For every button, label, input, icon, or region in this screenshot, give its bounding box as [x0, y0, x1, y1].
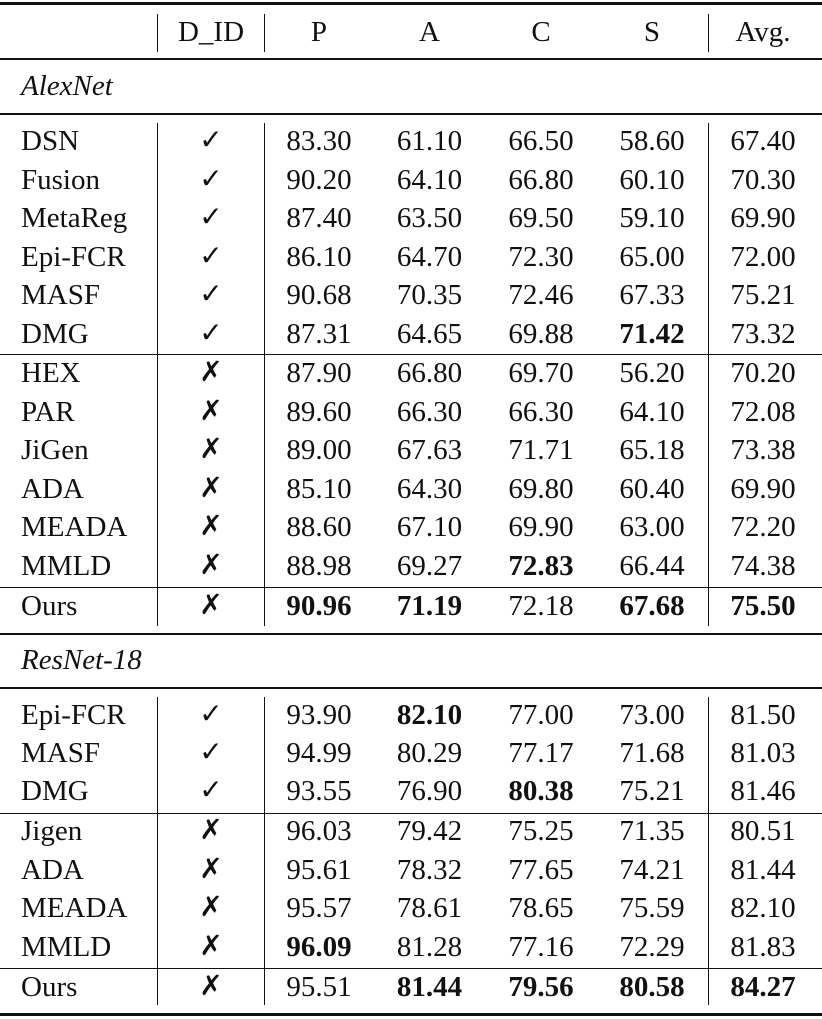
cell-s: 71.42	[619, 318, 685, 350]
cell-s: 58.60	[619, 125, 685, 157]
cell-c: 69.50	[508, 202, 574, 234]
cell-c: 69.88	[508, 318, 574, 350]
header-row	[0, 13, 822, 51]
cell-p: 88.60	[286, 511, 352, 543]
table-row	[0, 587, 822, 625]
header-a: A	[419, 16, 440, 48]
cell-s: 71.68	[619, 737, 685, 769]
method-name: HEX	[21, 357, 81, 389]
table-row	[0, 547, 822, 585]
table-row	[0, 889, 822, 927]
table-row	[0, 122, 822, 160]
group-label-resnet18: ResNet-18	[21, 644, 142, 676]
method-name: MEADA	[21, 511, 128, 543]
cell-p: 95.51	[286, 971, 352, 1003]
cross-icon: ✗	[199, 396, 223, 427]
cell-s: 56.20	[619, 357, 685, 389]
cell-a: 64.65	[396, 318, 463, 350]
group-label-alexnet: AlexNet	[21, 70, 113, 102]
cell-c: 72.83	[508, 550, 574, 582]
cell-avg: 75.21	[730, 279, 796, 311]
cell-p: 83.30	[286, 125, 352, 157]
cell-a: 78.32	[396, 854, 463, 886]
table-row	[0, 812, 822, 850]
method-name: MMLD	[21, 550, 112, 582]
method-name: DMG	[21, 775, 89, 807]
check-icon: ✓	[199, 202, 223, 233]
cell-avg: 70.20	[730, 357, 796, 389]
header-c: C	[531, 16, 551, 48]
cell-c: 72.30	[508, 241, 574, 273]
cell-c: 77.65	[508, 854, 574, 886]
cross-icon: ✗	[199, 854, 223, 885]
cell-s: 65.00	[619, 241, 685, 273]
cell-avg: 84.27	[730, 971, 796, 1003]
header-avg: Avg.	[735, 16, 791, 48]
cell-s: 63.00	[619, 511, 685, 543]
method-name: MASF	[21, 279, 100, 311]
cell-a: 76.90	[396, 775, 463, 807]
resnet-group-rule	[0, 687, 822, 689]
cell-a: 67.63	[396, 434, 463, 466]
cell-avg: 72.00	[730, 241, 796, 273]
header-p: P	[310, 16, 328, 48]
method-name: MEADA	[21, 892, 128, 924]
table-row	[0, 928, 822, 966]
table-row	[0, 696, 822, 734]
table-row	[0, 276, 822, 314]
method-name: Epi-FCR	[21, 241, 126, 273]
cell-a: 81.44	[396, 971, 463, 1003]
cell-a: 61.10	[396, 125, 463, 157]
header-rule	[0, 58, 822, 60]
cell-a: 81.28	[396, 931, 463, 963]
cell-a: 70.35	[396, 279, 463, 311]
bottom-rule	[0, 1013, 822, 1016]
cell-s: 80.58	[619, 971, 685, 1003]
check-icon: ✓	[199, 699, 223, 730]
cell-p: 90.96	[286, 590, 352, 622]
table-row	[0, 199, 822, 237]
cell-a: 80.29	[396, 737, 463, 769]
check-icon: ✓	[199, 318, 223, 349]
cross-icon: ✗	[199, 815, 223, 846]
method-name: MASF	[21, 737, 100, 769]
table-row	[0, 238, 822, 276]
cell-p: 96.09	[286, 931, 352, 963]
cell-c: 80.38	[508, 775, 574, 807]
cell-a: 67.10	[396, 511, 463, 543]
table-row	[0, 851, 822, 889]
cell-p: 85.10	[286, 473, 352, 505]
method-name: Fusion	[21, 164, 100, 196]
cell-p: 95.61	[286, 854, 352, 886]
top-rule	[0, 2, 822, 5]
cell-c: 72.18	[508, 590, 574, 622]
table-row	[0, 968, 822, 1006]
cell-p: 89.00	[286, 434, 352, 466]
cell-s: 65.18	[619, 434, 685, 466]
header-d-id: D_ID	[177, 16, 245, 48]
method-name: PAR	[21, 396, 75, 428]
table-row	[0, 772, 822, 810]
cell-a: 64.70	[396, 241, 463, 273]
cell-s: 73.00	[619, 699, 685, 731]
table-row	[0, 470, 822, 508]
cell-avg: 81.03	[730, 737, 796, 769]
check-icon: ✓	[199, 775, 223, 806]
cell-avg: 70.30	[730, 164, 796, 196]
cell-p: 87.90	[286, 357, 352, 389]
cell-s: 67.33	[619, 279, 685, 311]
method-name: Ours	[21, 590, 78, 622]
cell-p: 93.55	[286, 775, 352, 807]
cross-icon: ✗	[199, 892, 223, 923]
cross-icon: ✗	[199, 971, 223, 1002]
cross-icon: ✗	[199, 434, 223, 465]
cell-avg: 81.83	[730, 931, 796, 963]
method-name: ADA	[21, 473, 84, 505]
cell-avg: 82.10	[730, 892, 796, 924]
cell-p: 89.60	[286, 396, 352, 428]
cell-avg: 75.50	[730, 590, 796, 622]
cell-p: 86.10	[286, 241, 352, 273]
cell-p: 93.90	[286, 699, 352, 731]
cell-s: 59.10	[619, 202, 685, 234]
cell-c: 69.80	[508, 473, 574, 505]
cross-icon: ✗	[199, 590, 223, 621]
cell-a: 79.42	[396, 815, 463, 847]
method-name: MMLD	[21, 931, 112, 963]
cell-p: 87.40	[286, 202, 352, 234]
check-icon: ✓	[199, 125, 223, 156]
cell-avg: 81.46	[730, 775, 796, 807]
cell-p: 94.99	[286, 737, 352, 769]
method-name: DMG	[21, 318, 89, 350]
cell-a: 64.10	[396, 164, 463, 196]
cell-a: 66.30	[396, 396, 463, 428]
cell-s: 72.29	[619, 931, 685, 963]
cross-icon: ✗	[199, 357, 223, 388]
header-s: S	[643, 16, 661, 48]
cross-icon: ✗	[199, 550, 223, 581]
cell-s: 60.40	[619, 473, 685, 505]
method-name: DSN	[21, 125, 80, 157]
cell-avg: 67.40	[730, 125, 796, 157]
cell-a: 78.61	[396, 892, 463, 924]
check-icon: ✓	[199, 737, 223, 768]
cell-a: 71.19	[396, 590, 463, 622]
cell-s: 71.35	[619, 815, 685, 847]
check-icon: ✓	[199, 241, 223, 272]
cell-s: 66.44	[619, 550, 685, 582]
cell-s: 67.68	[619, 590, 685, 622]
cell-c: 69.90	[508, 511, 574, 543]
cell-s: 60.10	[619, 164, 685, 196]
cell-c: 69.70	[508, 357, 574, 389]
cell-avg: 72.20	[730, 511, 796, 543]
cell-avg: 69.90	[730, 473, 796, 505]
cell-p: 88.98	[286, 550, 352, 582]
table-row	[0, 508, 822, 546]
cell-c: 79.56	[508, 971, 574, 1003]
method-name: Ours	[21, 971, 78, 1003]
cell-s: 75.59	[619, 892, 685, 924]
table-row	[0, 431, 822, 469]
table-row	[0, 734, 822, 772]
cell-c: 71.71	[508, 434, 574, 466]
method-name: JiGen	[21, 434, 89, 466]
cell-c: 77.16	[508, 931, 574, 963]
check-icon: ✓	[199, 279, 223, 310]
cell-s: 64.10	[619, 396, 685, 428]
resnet-top-rule	[0, 633, 822, 635]
table-row	[0, 393, 822, 431]
table-row	[0, 161, 822, 199]
cell-c: 75.25	[508, 815, 574, 847]
table-row	[0, 315, 822, 353]
cell-avg: 74.38	[730, 550, 796, 582]
cell-avg: 80.51	[730, 815, 796, 847]
cell-avg: 73.32	[730, 318, 796, 350]
cross-icon: ✗	[199, 931, 223, 962]
cell-c: 78.65	[508, 892, 574, 924]
cell-a: 66.80	[396, 357, 463, 389]
method-name: Jigen	[21, 815, 83, 847]
cell-c: 66.50	[508, 125, 574, 157]
cell-c: 77.17	[508, 737, 574, 769]
cross-icon: ✗	[199, 473, 223, 504]
cross-icon: ✗	[199, 511, 223, 542]
cell-c: 77.00	[508, 699, 574, 731]
table-row	[0, 354, 822, 392]
cell-avg: 81.50	[730, 699, 796, 731]
alexnet-group-rule	[0, 113, 822, 115]
cell-a: 64.30	[396, 473, 463, 505]
cell-c: 66.30	[508, 396, 574, 428]
cell-p: 95.57	[286, 892, 352, 924]
cell-avg: 72.08	[730, 396, 796, 428]
cell-s: 74.21	[619, 854, 685, 886]
cell-p: 90.20	[286, 164, 352, 196]
check-icon: ✓	[199, 164, 223, 195]
cell-p: 90.68	[286, 279, 352, 311]
cell-c: 66.80	[508, 164, 574, 196]
cell-avg: 73.38	[730, 434, 796, 466]
method-name: ADA	[21, 854, 84, 886]
cell-c: 72.46	[508, 279, 574, 311]
cell-a: 82.10	[396, 699, 463, 731]
cell-p: 87.31	[286, 318, 352, 350]
cell-s: 75.21	[619, 775, 685, 807]
cell-a: 69.27	[396, 550, 463, 582]
cell-a: 63.50	[396, 202, 463, 234]
method-name: Epi-FCR	[21, 699, 126, 731]
cell-avg: 69.90	[730, 202, 796, 234]
cell-p: 96.03	[286, 815, 352, 847]
cell-avg: 81.44	[730, 854, 796, 886]
method-name: MetaReg	[21, 202, 128, 234]
